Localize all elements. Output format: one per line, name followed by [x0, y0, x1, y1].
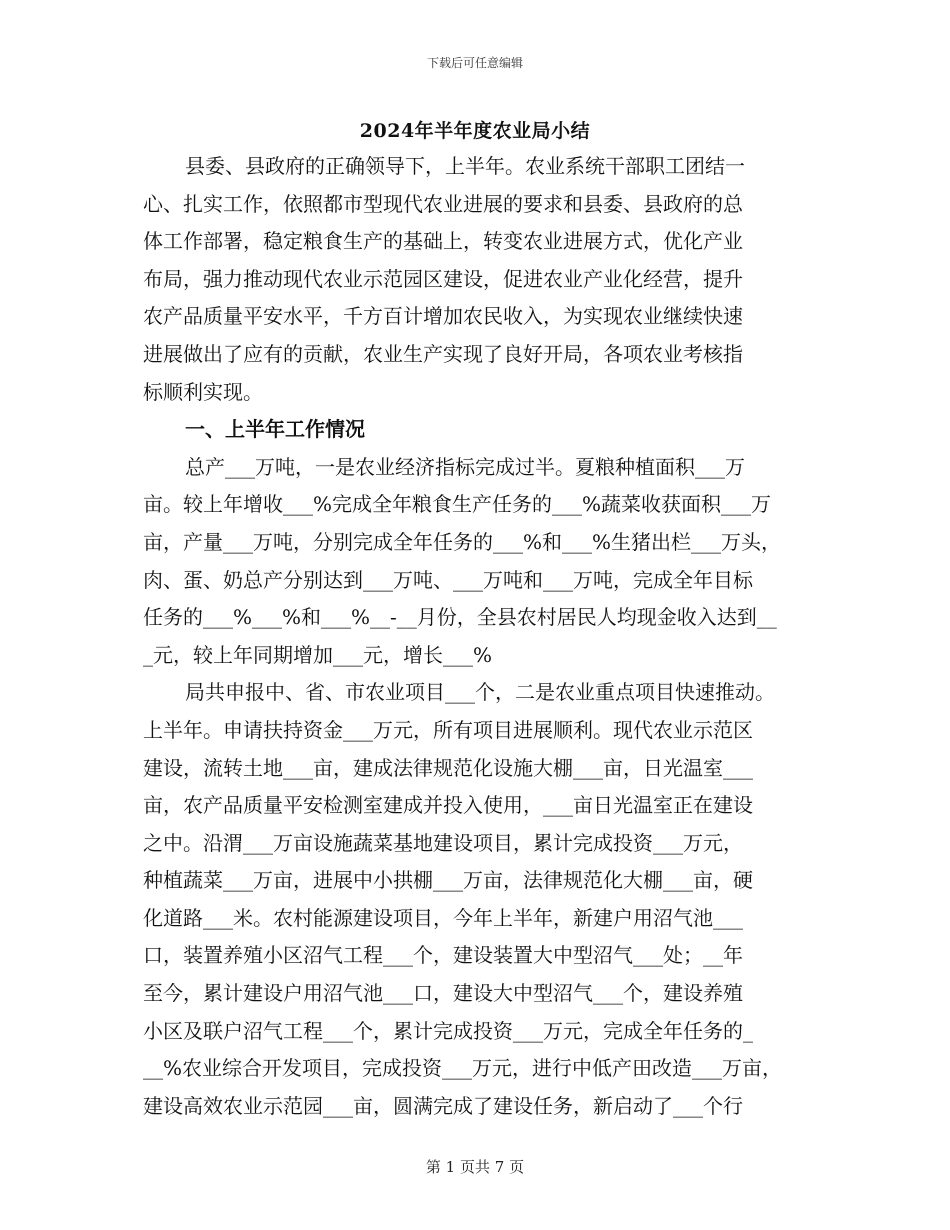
body-line: 亩，农产品质量平安检测室建成并投入使用，___亩日光温室正在建设 — [143, 793, 753, 818]
body-line: 建设，流转土地___亩，建成法律规范化设施大棚___亩，日光温室___ — [143, 755, 753, 780]
body-line: 局共申报中、省、市农业项目___个，二是农业重点项目快速推动。 — [185, 680, 775, 705]
body-line: 小区及联户沼气工程___个，累计完成投资___万元，完成全年任务的_ — [143, 1018, 753, 1043]
body-line: 至今，累计建设户用沼气池___口，建设大中型沼气___个，建设养殖 — [143, 981, 743, 1006]
body-line: 种植蔬菜___万亩，进展中小拱棚___万亩，法律规范化大棚___亩，硬 — [143, 868, 753, 893]
body-line: 进展做出了应有的贡献，农业生产实现了良好开局，各项农业考核指 — [143, 341, 743, 366]
body-line: 任务的___%___%和___%__-__月份，全县农村居民人均现金收入达到__ — [143, 605, 777, 630]
body-line: __%农业综合开发项目，完成投资___万元，进行中低产田改造___万亩， — [143, 1056, 783, 1081]
header-note: 下载后可任意编辑 — [426, 56, 523, 70]
body-line: 上半年。申请扶持资金___万元，所有项目进展顺利。现代农业示范区 — [143, 717, 753, 742]
body-line: 心、扎实工作，依照都市型现代农业进展的要求和县委、县政府的总 — [143, 191, 743, 216]
body-line: 之中。沿渭___万亩设施蔬菜基地建设项目，累计完成投资___万元， — [143, 830, 743, 855]
body-line: 总产___万吨，一是农业经济指标完成过半。夏粮种植面积___万 — [185, 454, 745, 479]
body-line: 体工作部署，稳定粮食生产的基础上，转变农业进展方式，优化产业 — [143, 229, 743, 254]
body-line: 亩。较上年增收___%完成全年粮食生产任务的___%蔬菜收获面积___万 — [143, 492, 772, 517]
body-line: 县委、县政府的正确领导下，上半年。农业系统干部职工团结一 — [185, 154, 745, 178]
document-title: 2024年半年度农业局小结 — [359, 120, 591, 142]
section-heading: 一、上半年工作情况 — [185, 417, 365, 442]
body-line: 化道路___米。农村能源建设项目，今年上半年，新建户用沼气池___ — [143, 905, 743, 930]
body-line: 标顺利实现。 — [143, 379, 263, 404]
body-line: 农产品质量平安水平，千方百计增加农民收入，为实现农业继续快速 — [143, 304, 743, 329]
body-line: _元，较上年同期增加___元，增长___% — [143, 642, 493, 667]
body-line: 建设高效农业示范园___亩，圆满完成了建设任务，新启动了___个行 — [143, 1093, 743, 1118]
page-footer: 第 1 页共 7 页 — [425, 1158, 525, 1176]
body-line: 口，装置养殖小区沼气工程___个，建设装置大中型沼气___处；__年 — [143, 943, 743, 968]
body-line: 布局，强力推动现代农业示范园区建设，促进农业产业化经营，提升 — [143, 266, 743, 291]
document-body — [143, 148, 811, 1125]
body-line: 肉、蛋、奶总产分别达到___万吨、___万吨和___万吨，完成全年目标 — [143, 567, 753, 592]
body-line: 亩，产量___万吨，分别完成全年任务的___%和___%生猪出栏___万头， — [143, 529, 782, 554]
